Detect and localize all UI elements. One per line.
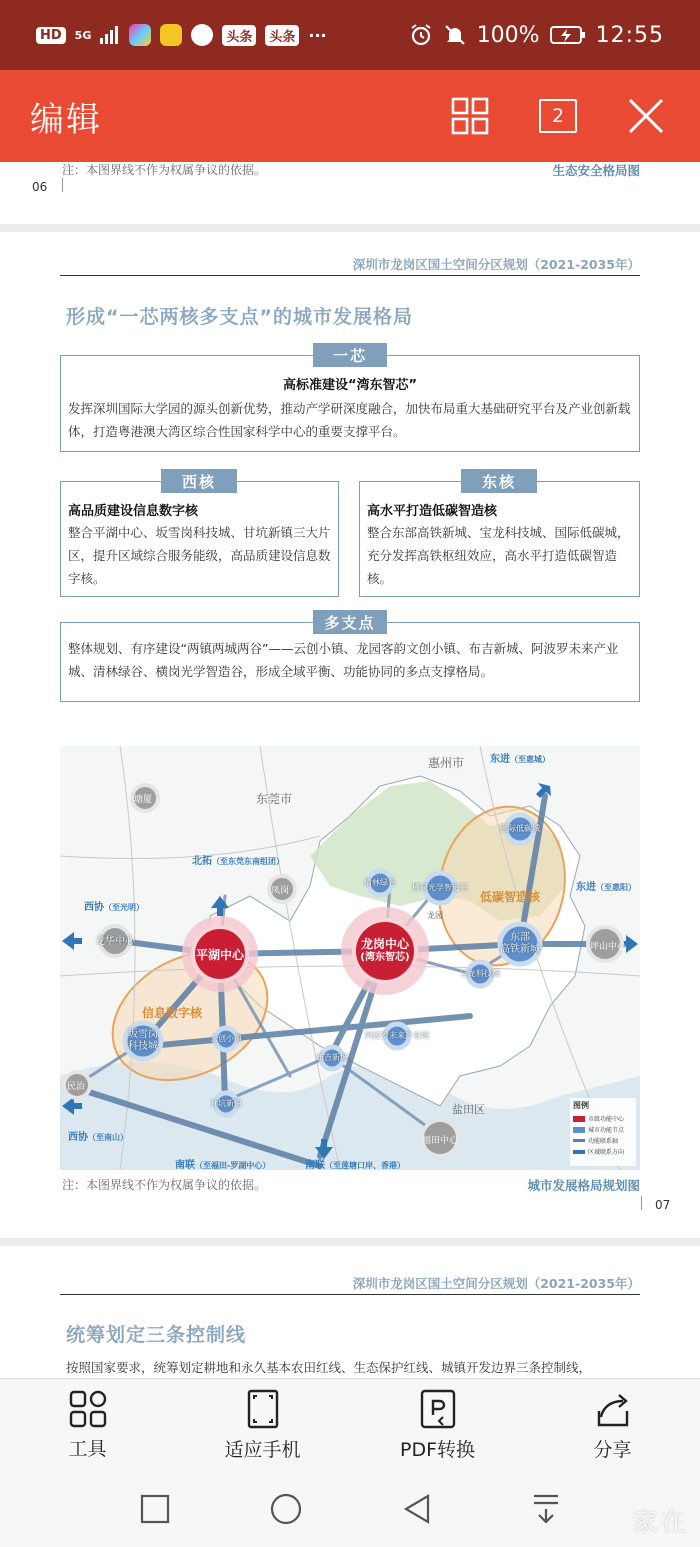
recent-apps-icon[interactable]	[140, 1494, 170, 1524]
tools-button[interactable]	[0, 1379, 175, 1471]
share-button[interactable]	[525, 1379, 700, 1471]
direction-north: 北拓（至东莞东南组团）	[192, 856, 284, 867]
multi-point-box	[60, 622, 640, 702]
mute-bell-icon	[443, 23, 467, 47]
fit-phone-button[interactable]	[175, 1379, 350, 1471]
back-icon[interactable]	[402, 1493, 432, 1525]
share-label: 分享	[593, 1438, 632, 1461]
page-06-note: 注：本图界线不作为权属争议的依据。	[62, 163, 267, 177]
document-page-07[interactable]	[0, 232, 700, 1238]
next-section-text: 按照国家要求，统筹划定耕地和永久基本农田红线、生态保护红线、城镇开发边界三条控制线，	[66, 1360, 592, 1375]
core-text: 发挥深圳国际大学园的源头创新优势，推动产学研深度融合，加快布局重大基础研究平台及产业创新载体，打造粤港澳大湾区综合性国家科学中心的重要支撑平台。	[68, 401, 631, 439]
wechat-icon	[191, 24, 213, 46]
watermark: 家在	[631, 1508, 688, 1538]
core-heading: 高标准建设“湾东智芯”	[282, 378, 418, 393]
node-bantian: 坂雪岗 科技城	[128, 1029, 158, 1052]
notification-pulldown-icon[interactable]	[531, 1493, 561, 1525]
map-legend	[570, 1098, 636, 1166]
battery-percent: 100%	[476, 22, 540, 48]
core-box	[60, 355, 640, 452]
battery-charging-icon	[550, 25, 586, 45]
longgang-center-label: 龙岗中心 (湾东智芯)	[360, 937, 410, 963]
alarm-icon	[409, 23, 433, 47]
grid-icon	[451, 97, 489, 135]
label-dongguan: 东莞市	[256, 792, 293, 806]
development-pattern-map	[60, 746, 640, 1170]
direction-west-nanshan: 西协（至南山）	[68, 1132, 128, 1143]
fit-phone-label: 适应手机	[224, 1438, 301, 1461]
direction-west-guangming: 西协（至光明）	[84, 902, 144, 913]
thumbnail-grid-button[interactable]	[446, 92, 494, 140]
next-doc-header-text: 深圳市龙岗区国土空间分区规划（2021-2035年）	[352, 1276, 640, 1291]
west-heading: 高品质建设信息数字核	[68, 504, 199, 519]
legend-item: 功能联系轴	[570, 1135, 636, 1146]
west-text: 整合平湖中心、坂雪岗科技城、甘坑新镇三大片区，提升区域综合服务能级，高品质建设信息数字核。	[68, 525, 331, 586]
page-count-icon: 2	[539, 99, 577, 133]
label-yantian: 盐田区	[452, 1103, 485, 1116]
toutiao-icon: 头条	[222, 25, 256, 46]
pdf-convert-icon	[419, 1389, 457, 1429]
direction-south-hk: 南联（至莲塘口岸、香港）	[305, 1160, 405, 1170]
zone-east-label: 低碳智造核	[480, 890, 541, 904]
hd-indicator: HD	[36, 27, 66, 44]
close-icon	[626, 96, 666, 136]
legend-item: 城市功能节点	[570, 1124, 636, 1135]
doc-header	[60, 257, 640, 276]
next-doc-header	[60, 1276, 640, 1295]
fit-screen-icon	[246, 1389, 280, 1429]
east-core-box	[359, 481, 640, 597]
legend-title: 图例	[573, 1101, 589, 1110]
page-07-number: 07	[655, 1198, 671, 1212]
tools-grid-icon	[69, 1390, 107, 1428]
direction-south-futian: 南联（至福田-罗湖中心）	[175, 1160, 271, 1170]
next-section-title: 统筹划定三条控制线	[66, 1324, 247, 1346]
weibo-icon	[160, 24, 182, 46]
more-notifications: ···	[308, 25, 327, 45]
node-apollo: 阿波罗未来产业城	[365, 1031, 429, 1040]
doc-header-text: 深圳市龙岗区国土空间分区规划（2021-2035年）	[352, 257, 640, 272]
label-futian: 福田中心	[422, 1136, 459, 1146]
pdf-convert-label: PDF转换	[399, 1438, 476, 1461]
label-tangxia: 塘厦	[134, 795, 153, 805]
pdf-convert-button[interactable]	[350, 1379, 525, 1471]
header-title: 编辑	[30, 99, 102, 140]
map-graphic	[60, 746, 640, 1170]
status-left	[36, 24, 327, 46]
label-huizhou: 惠州市	[428, 756, 465, 770]
label-minzhi: 民治	[67, 1082, 86, 1092]
east-text: 整合东部高铁新城、宝龙科技城、国际低碳城，充分发挥高铁枢纽效应，高水平打造低碳智造核。	[367, 525, 630, 586]
section-title: 形成“一芯两核多支点”的城市发展格局	[66, 306, 413, 328]
page-number-divider	[641, 1196, 642, 1210]
map-note: 注：本图界线不作为权属争议的依据。	[62, 1178, 267, 1192]
node-east-rail: 东部 高铁新城	[500, 932, 540, 955]
legend-item: 区域联系方向	[570, 1146, 636, 1157]
status-right	[409, 23, 664, 48]
signal-icon	[100, 26, 120, 44]
zone-west-label: 信息数字核	[142, 1006, 203, 1020]
page-06-caption: 生态安全格局图	[552, 163, 640, 178]
system-nav-bar	[0, 1470, 700, 1547]
node-longhua: 龙华中心	[95, 936, 135, 947]
multi-text: 整体规划、有序建设“两镇两城两谷”——云创小镇、龙园客韵文创小镇、布吉新城、阿波罗未来产业城、清林绿谷、横岗光学智造谷，形成全域平衡、功能协同的多点支撑格局。	[68, 641, 619, 679]
multi-tab: 多支点	[313, 610, 387, 634]
network-5g-indicator: 5G	[74, 28, 92, 42]
clock: 12:55	[595, 22, 664, 48]
direction-east-huicheng: 东进（至惠城）	[490, 754, 550, 765]
label-pingshan: 坪山中心	[590, 942, 627, 952]
east-heading: 高水平打造低碳智造核	[367, 504, 498, 519]
bottom-toolbar	[0, 1378, 700, 1471]
node-guoji: 国际低碳城	[500, 824, 540, 833]
label-fenggang: 凤岗	[271, 886, 290, 896]
status-bar	[0, 0, 700, 70]
map-caption: 城市发展格局规划图	[527, 1178, 640, 1193]
east-tab: 东核	[461, 469, 537, 493]
west-core-box	[60, 481, 339, 597]
node-buji: 布吉新城	[316, 1053, 348, 1062]
direction-east-huiyang: 东进（至惠阳）	[576, 882, 636, 893]
tools-label: 工具	[68, 1437, 107, 1460]
node-yunchuang: 云创小镇	[210, 1034, 242, 1043]
app-header	[0, 70, 700, 162]
page-number-divider	[62, 178, 63, 192]
node-baolong: 宝龙科技城	[460, 969, 500, 978]
toutiao-icon-2: 头条	[265, 25, 299, 46]
home-icon[interactable]	[269, 1492, 303, 1526]
app-notification-icon	[129, 24, 151, 46]
close-button[interactable]	[622, 92, 670, 140]
document-page-08[interactable]	[0, 1246, 700, 1386]
node-henggang: 横岗光学智造谷	[412, 883, 468, 892]
core-tab: 一芯	[313, 343, 387, 367]
page-count-button[interactable]	[534, 92, 582, 140]
legend-item: 市级功能中心	[570, 1113, 636, 1124]
share-icon	[593, 1389, 633, 1429]
node-longyuan: 龙园	[427, 911, 443, 920]
pinghu-center-label: 平湖中心	[195, 948, 245, 962]
document-page-06[interactable]	[0, 162, 700, 224]
node-qinglin: 清林绿谷	[364, 878, 396, 887]
node-gankeng: 甘坑新镇	[210, 1099, 242, 1108]
page-06-number: 06	[32, 180, 48, 194]
west-tab: 西核	[161, 469, 237, 493]
